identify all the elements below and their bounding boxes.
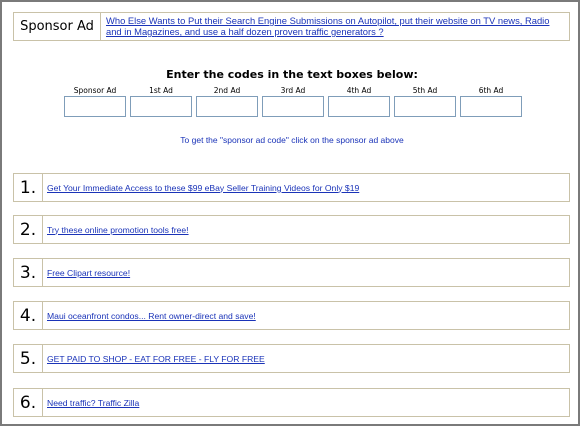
codes-instructions-title: Enter the codes in the text boxes below: — [166, 68, 418, 81]
ad-number: 1. — [14, 174, 43, 201]
code-label-3: 3rd Ad — [280, 86, 306, 95]
ad-link[interactable]: Need traffic? Traffic Zilla — [47, 397, 140, 408]
code-input-6[interactable] — [460, 96, 522, 117]
ad-link[interactable]: Maui oceanfront condos... Rent owner-direct and save! — [47, 310, 256, 321]
ad-number: 4. — [14, 302, 43, 329]
code-field-4 — [328, 86, 390, 117]
code-field-6 — [460, 86, 522, 117]
sponsor-code-hint: To get the "sponsor ad code" click on the sponsor ad above — [180, 135, 404, 145]
code-input-2[interactable] — [196, 96, 258, 117]
code-input-4[interactable] — [328, 96, 390, 117]
ad-link[interactable]: Free Clipart resource! — [47, 267, 131, 278]
code-input-5[interactable] — [394, 96, 456, 117]
code-label-4: 4th Ad — [346, 86, 372, 95]
ad-row — [13, 301, 570, 330]
code-inputs-row — [64, 86, 524, 122]
code-label-5: 5th Ad — [412, 86, 438, 95]
ad-number: 3. — [14, 259, 43, 286]
ad-link[interactable]: Get Your Immediate Access to these $99 eBay Seller Training Videos for Only $19 — [47, 182, 360, 193]
code-input-sponsor[interactable] — [64, 96, 126, 117]
code-label-2: 2nd Ad — [213, 86, 241, 95]
code-label-1: 1st Ad — [149, 86, 173, 95]
ad-number: 5. — [14, 345, 43, 372]
ad-row — [13, 388, 570, 417]
ad-row — [13, 215, 570, 244]
sponsor-ad-link[interactable]: Who Else Wants to Put their Search Engine Submissions on Autopilot, put their website on TV news, Radio and in Magazines, and use a half dozen proven traffic generators ? — [106, 15, 550, 37]
ad-link[interactable]: Try these online promotion tools free! — [47, 224, 189, 235]
code-field-1 — [130, 86, 192, 117]
code-field-sponsor — [64, 86, 126, 117]
code-field-3 — [262, 86, 324, 117]
sponsor-ad-box — [13, 12, 570, 41]
sponsor-ad-label: Sponsor Ad — [14, 13, 101, 40]
code-label-sponsor: Sponsor Ad — [73, 86, 117, 95]
ad-row — [13, 258, 570, 287]
ad-row — [13, 344, 570, 373]
code-input-3[interactable] — [262, 96, 324, 117]
code-label-6: 6th Ad — [478, 86, 504, 95]
ad-number: 6. — [14, 389, 43, 416]
code-field-5 — [394, 86, 456, 117]
ad-link[interactable]: GET PAID TO SHOP - EAT FOR FREE - FLY FOR FREE — [47, 353, 265, 364]
ad-row — [13, 173, 570, 202]
code-input-1[interactable] — [130, 96, 192, 117]
code-field-2 — [196, 86, 258, 117]
ad-number: 2. — [14, 216, 43, 243]
